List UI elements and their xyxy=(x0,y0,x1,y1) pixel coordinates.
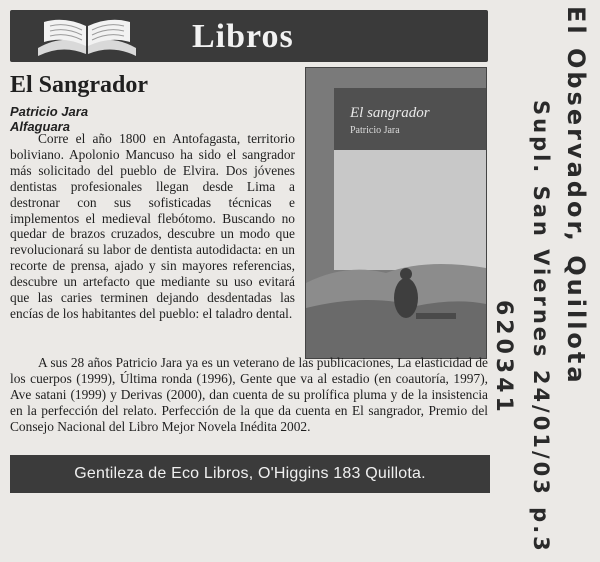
section-title: Libros xyxy=(192,18,294,55)
handwritten-source: El Observador, Quillota xyxy=(562,6,590,386)
article-paragraph-2: A sus 28 años Patricio Jara ya es un veterano de las publicaciones, La elasticidad de los cuerpos (1999), Última ronda (1996), Gente que va al estadio (en coautoría, 1997), Ave satani (1999) y Derivas (2000), dan cuenta de su prolífica pluma y de la insistencia en la perfección del relato. Perfección de la que da cuenta en El sangrador, Premio del Consejo Nacional del Libro Mejor Novela Inédita 2002. xyxy=(10,355,488,434)
article-author: Patricio Jara xyxy=(10,104,89,119)
article-paragraph-1: Corre el año 1800 en Antofagasta, territorio boliviano. Apolonio Mancuso ha sido el sangrador más solicitado del pueblo de Elvira. Dos jóvenes dentistas profesionales llegan desde Lima a destronar con sus sofisticadas técnicas e implementos el medieval flebótomo. Buscando no quedar de brazos cruzados, descubre un modo que revolucionará su labor de dentista autodidacta: en un recorte de prensa, ajado y sin mayores referencias, descubre un artefacto que mediante su uso evitará que las caries terminen dejando desdentadas las encías de los habitantes del pueblo: el taladro dental. xyxy=(10,131,295,321)
credit-text: Gentileza de Eco Libros, O'Higgins 183 Quillota. xyxy=(74,465,426,482)
open-book-icon xyxy=(32,14,142,63)
cover-title: El sangrador xyxy=(350,105,430,121)
cover-author: Patricio Jara xyxy=(350,125,400,136)
handwritten-issue: Supl. San Viernes 24/01/03 p.3 xyxy=(529,100,553,554)
credit-banner xyxy=(10,455,490,493)
book-cover-image xyxy=(305,67,487,359)
handwritten-archive-number: 620341 xyxy=(491,300,516,416)
article-publisher: Alfaguara xyxy=(10,119,70,134)
article-title: El Sangrador xyxy=(10,72,149,98)
section-banner xyxy=(10,10,488,62)
